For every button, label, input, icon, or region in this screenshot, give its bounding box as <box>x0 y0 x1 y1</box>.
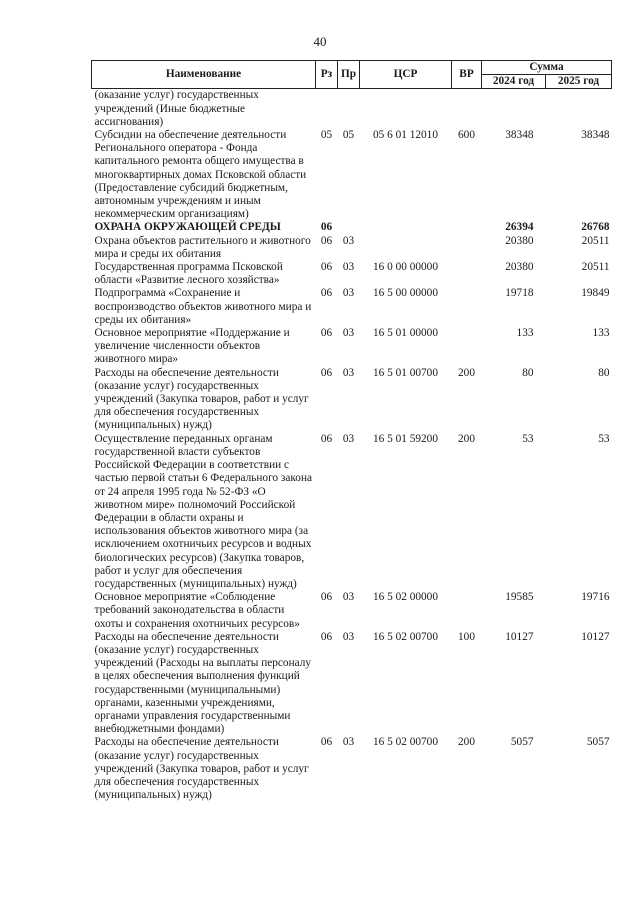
row-csr <box>360 89 452 129</box>
row-sum-2025 <box>546 89 612 129</box>
row-name: Субсидии на обеспечение деятельности Регионального оператора - Фонда капитального ремонта общего имущества в многоквартирных домах Псковской области (Предоставление субсидий бюджетным, автономным учреждениям и иным некоммерческим организациям) <box>94 129 307 221</box>
row-pr: 03 <box>342 630 355 643</box>
row-vr <box>452 591 482 631</box>
row-vr: 600 <box>458 129 475 142</box>
header-sum: Сумма <box>482 61 612 75</box>
row-sum-2025: 26768 <box>581 221 610 234</box>
row-rz: 06 <box>320 327 333 340</box>
header-name: Наименование <box>92 61 316 89</box>
row-sum-2024: 133 <box>516 327 534 340</box>
row-vr: 200 <box>458 736 475 749</box>
row-sum-2025: 5057 <box>586 736 610 749</box>
table-row <box>92 129 612 221</box>
table-header <box>92 61 612 89</box>
header-pr: Пр <box>338 61 360 89</box>
row-vr <box>452 235 482 261</box>
row-csr: 16 5 02 00000 <box>373 591 438 604</box>
row-rz: 05 <box>320 129 333 142</box>
row-name: Расходы на обеспечение деятельности (оказание услуг) государственных учреждений (Закупка товаров, работ и услуг для обеспечения государственных (муниципальных) нужд) <box>94 366 309 432</box>
table-row <box>92 736 612 802</box>
row-rz: 06 <box>320 432 333 445</box>
row-sum-2024: 80 <box>522 366 534 379</box>
row-csr: 16 5 01 59200 <box>373 432 438 445</box>
row-pr: 05 <box>342 129 355 142</box>
row-sum-2024: 19718 <box>505 287 534 300</box>
row-sum-2024: 20380 <box>505 234 534 247</box>
row-sum-2025: 38348 <box>581 129 610 142</box>
row-sum-2025: 10127 <box>581 630 610 643</box>
row-rz: 06 <box>320 261 333 274</box>
row-sum-2025: 80 <box>598 366 610 379</box>
table-row <box>92 327 612 367</box>
row-rz: 06 <box>320 366 333 379</box>
row-pr: 03 <box>342 432 355 445</box>
row-name: (оказание услуг) государственных учреждений (Иные бюджетные ассигнования) <box>94 89 259 128</box>
row-name: Расходы на обеспечение деятельности (оказание услуг) государственных учреждений (Закупка товаров, работ и услуг для обеспечения государственных (муниципальных) нужд) <box>94 736 309 802</box>
row-csr: 16 5 00 00000 <box>373 287 438 300</box>
row-rz <box>316 89 338 129</box>
row-name: Охрана объектов растительного и животного мира и среды их обитания <box>94 234 311 260</box>
row-sum-2024: 5057 <box>510 736 534 749</box>
row-sum-2025: 19849 <box>581 287 610 300</box>
header-rz: Рз <box>316 61 338 89</box>
row-csr: 16 5 02 00700 <box>373 630 438 643</box>
header-vr: ВР <box>452 61 482 89</box>
row-sum-2025: 133 <box>592 327 610 340</box>
page-number: 40 <box>313 34 327 49</box>
row-vr <box>452 261 482 287</box>
row-name: Подпрограмма «Сохранение и воспроизводство объектов животного мира и среды их обитания» <box>94 287 312 326</box>
row-sum-2025: 53 <box>598 432 610 445</box>
row-vr <box>452 287 482 327</box>
row-rz: 06 <box>320 591 333 604</box>
row-rz: 06 <box>320 287 333 300</box>
table-row <box>92 89 612 129</box>
table-row <box>92 221 612 234</box>
row-sum-2025: 20511 <box>581 261 610 274</box>
row-pr: 03 <box>342 736 355 749</box>
header-2025: 2025 год <box>546 75 612 89</box>
table-row <box>92 631 612 737</box>
row-pr: 03 <box>342 287 355 300</box>
row-vr <box>452 89 482 129</box>
row-csr: 16 5 01 00700 <box>373 366 438 379</box>
row-pr: 03 <box>342 366 355 379</box>
row-name: Осуществление переданных органам государственной власти субъектов Российской Федерации в соответствии с частью первой статьи 6 Федерального закона от 24 апреля 1995 года № 52-ФЗ «О животном мире» полномочий Российской Федерации в области охраны и использования объектов животного мира (за исключением охотничьих ресурсов и водных биологических ресурсов) (Закупка товаров, работ и услуг для обеспечения государственных (муниципальных) нужд) <box>94 432 313 590</box>
row-sum-2024: 10127 <box>505 630 534 643</box>
row-rz: 06 <box>320 736 333 749</box>
row-sum-2025: 19716 <box>581 591 610 604</box>
table-row <box>92 367 612 433</box>
row-rz: 06 <box>320 221 333 234</box>
row-sum-2024 <box>482 89 546 129</box>
budget-table <box>91 60 612 802</box>
row-sum-2024: 38348 <box>505 129 534 142</box>
header-csr: ЦСР <box>360 61 452 89</box>
row-pr: 03 <box>342 327 355 340</box>
row-sum-2024: 26394 <box>505 221 534 234</box>
row-pr <box>338 89 360 129</box>
row-pr: 03 <box>342 591 355 604</box>
row-pr: 03 <box>342 234 355 247</box>
row-csr: 16 5 01 00000 <box>373 327 438 340</box>
row-csr: 16 5 02 00700 <box>373 736 438 749</box>
row-rz: 06 <box>320 630 333 643</box>
row-vr <box>452 327 482 367</box>
row-pr: 03 <box>342 261 355 274</box>
row-sum-2025: 20511 <box>581 234 610 247</box>
row-csr <box>360 235 452 261</box>
row-name: Государственная программа Псковской области «Развитие лесного хозяйства» <box>94 261 283 287</box>
row-vr <box>452 221 482 234</box>
row-name: Основное мероприятие «Соблюдение требований законодательства в области охоты и сохранения охотничьих ресурсов» <box>94 591 300 630</box>
table-row <box>92 591 612 631</box>
table-row <box>92 235 612 261</box>
header-2024: 2024 год <box>482 75 546 89</box>
row-csr: 16 0 00 00000 <box>373 261 438 274</box>
row-pr <box>338 221 360 234</box>
row-sum-2024: 20380 <box>505 261 534 274</box>
row-name: ОХРАНА ОКРУЖАЮЩЕЙ СРЕДЫ <box>94 221 281 234</box>
row-vr: 200 <box>458 366 475 379</box>
row-vr: 200 <box>458 432 475 445</box>
row-csr: 05 6 01 12010 <box>373 129 438 142</box>
table-row <box>92 261 612 287</box>
row-name: Основное мероприятие «Поддержание и увеличение численности объектов животного мира» <box>94 327 290 366</box>
row-sum-2024: 19585 <box>505 591 534 604</box>
row-sum-2024: 53 <box>522 432 534 445</box>
table-row <box>92 433 612 591</box>
row-vr: 100 <box>458 630 475 643</box>
row-name: Расходы на обеспечение деятельности (оказание услуг) государственных учреждений (Расходы на выплаты персоналу в целях обеспечения выполнения функций государственными (муниципальными) органами, казенными учреждениями, органами управления государственными внебюджетными фондами) <box>94 630 312 736</box>
table-row <box>92 287 612 327</box>
row-csr <box>360 221 452 234</box>
row-rz: 06 <box>320 234 333 247</box>
table-body <box>92 89 612 802</box>
